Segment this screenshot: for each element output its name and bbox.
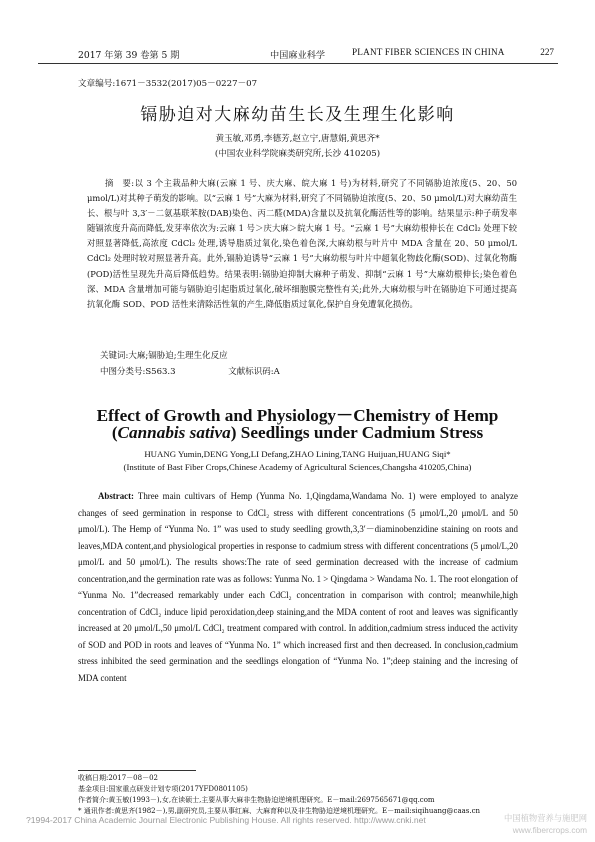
- chinese-abstract: 摘 要:以 3 个主栽品种大麻(云麻 1 号、庆大麻、皖大麻 1 号)为材料,研究了不同镉胁迫浓度(5、20、50 μmol/L)对其种子萌发的影响。以“云麻 1 号”大麻为材料,研究了不同镉胁迫浓度(5、20、50 μmol/L)对大麻幼苗生长、根与叶 3,3′－二氨基联苯胺(DAB)染色、丙二醛(MDA)含量以及抗氧化酶活性等的影响。结果显示:种子萌发率随镉浓度升高而降低,发芽率依次为:云麻 1 号＞庆大麻＞皖大麻 1 号。“云麻 1 号”大麻幼根伸长在 CdCl₂ 处理下较对照显著降低,高浓度 CdCl₂ 处理,诱导脂质过氧化,染色着色深,大麻幼根与叶片中 MDA 含量在 20、50 μmol/L CdCl₂ 处理时较对照显著升高。此外,镉胁迫诱导“云麻 1 号”大麻幼根与叶片中超氧化物歧化酶(SOD)、过氧化物酶(POD)活性呈现先升高后降低趋势。结果表明:镉胁迫抑制大麻种子萌发、抑制“云麻 1 号”大麻幼根伸长;染色着色深、MDA 含量增加可能与镉胁迫引起脂质过氧化,破坏细胞膜完整性有关;此外,大麻幼根与叶在镉胁迫下可通过提高抗氧化酶 SOD、POD 活性来清除活性氧的产生,降低脂质过氧化,保护自身免遭氧化损伤。: [87, 178, 517, 309]
- running-header: [38, 47, 558, 61]
- chinese-title: 镉胁迫对大麻幼苗生长及生理生化影响: [140, 105, 455, 125]
- footnote-fund: 基金项目:国家重点研发计划专项(2017YFD0801105): [78, 785, 248, 793]
- watermark: [504, 812, 587, 836]
- english-abstract: [78, 488, 518, 687]
- page-number: 227: [540, 47, 554, 57]
- classification-line: [100, 365, 280, 377]
- footnote-received: 收稿日期:2017－08－02: [78, 774, 158, 782]
- header-journal-cn: 中国麻业科学: [270, 50, 326, 61]
- footnote-first-author: 作者简介:黄玉敏(1993－),女,在读硕士,主要从事大麻非生物胁迫逆境机理研究。E－mail:2697565671@qq.com: [78, 796, 435, 804]
- footnote-corresponding: * 通讯作者:黄思齐(1982－),男,副研究员,主要从事红麻、大麻育种以及非生物胁迫逆境机理研究。E－mail:siqihuang@caas.cn: [78, 807, 481, 815]
- header-rule: [38, 63, 558, 64]
- watermark-line1: 中国植物营养与施肥网: [504, 813, 587, 823]
- english-authors: HUANG Yumin,DENG Yong,LI Defang,ZHAO Lining,TANG Huijuan,HUANG Siqi*: [144, 449, 451, 459]
- watermark-line2: www.fibercrops.com: [512, 825, 587, 835]
- footnote-rule: [78, 770, 196, 771]
- english-abstract-text: Three main cultivars of Hemp (Yunma No. 1,Qingdama,Wandama No. 1) were employed to analyze changes of seed germination in response to CdCl₂ stress with different concentrations (5 μmol/L,20 μmol/L and 50 μmol/L). The Hemp of “Yunma No. 1” was used to study seedling growth,3,3′－diaminobenzidine staining on roots and leaves,MDA content,and physiological properties in response to cadmium stress with different concentrations (5 μmol/L,20 μmol/L and 50 μmol/L). The results shows:The rate of seed germination decreased with the increase of cadmium concentration,and the germination rate was as follows: Yunma No. 1 > Qingdama > Wandama No. 1. The root elongation of “Yunma No. 1”decreased remarkably under each CdCl₂ concentration in comparison with control; meanwhile,high concentration of CdCl₂ induce lipid peroxidation,deep staining,and the MDA content of root and leaves was significantly increased at 20 μmol/L,50 μmol/L CdCl₂ treatment compared with control. In addition,cadmium stress induced the activity of SOD and POD in roots and leaves of “Yunma No. 1” which increased first and then decreased. In conclusion,cadmium stress inhibited the seed germination and the seedlings elongation of “Yunma No. 1”;deep staining and the incresing of MDA content: [78, 491, 518, 684]
- english-title-line2: [0, 423, 595, 443]
- title-paren-close: ): [230, 423, 237, 442]
- header-journal-en: PLANT FIBER SCIENCES IN CHINA: [352, 47, 505, 57]
- chinese-authors: 黄玉敏,邓勇,李德芳,赵立宁,唐慧娟,黄思齐*: [215, 134, 380, 144]
- english-title-line1: Effect of Growth and Physiology－Chemistry of Hemp: [96, 406, 499, 425]
- chinese-affiliation: (中国农业科学院麻类研究所,长沙 410205): [214, 149, 381, 159]
- article-number: 文章编号:1671－3532(2017)05－0227－07: [78, 79, 258, 89]
- english-affiliation: (Institute of Bast Fiber Crops,Chinese Academy of Agricultural Sciences,Changsha 410205,China): [123, 462, 472, 472]
- title-rest: Seedlings under Cadmium Stress: [236, 423, 484, 442]
- header-issue: 2017 年第 39 卷第 5 期: [78, 50, 180, 61]
- title-paren-open: (: [111, 423, 118, 442]
- species-name: Cannabis sativa: [117, 423, 231, 442]
- copyright-footer: ?1994-2017 China Academic Journal Electronic Publishing House. All rights reserved. http://www.cnki.net: [26, 815, 426, 825]
- abstract-label: Abstract:: [98, 491, 134, 501]
- chinese-keywords: 关键词:大麻;镉胁迫;生理生化反应: [100, 351, 228, 361]
- clc-number: 中图分类号:S563.3: [100, 367, 176, 377]
- document-code: 文献标识码:A: [228, 367, 280, 377]
